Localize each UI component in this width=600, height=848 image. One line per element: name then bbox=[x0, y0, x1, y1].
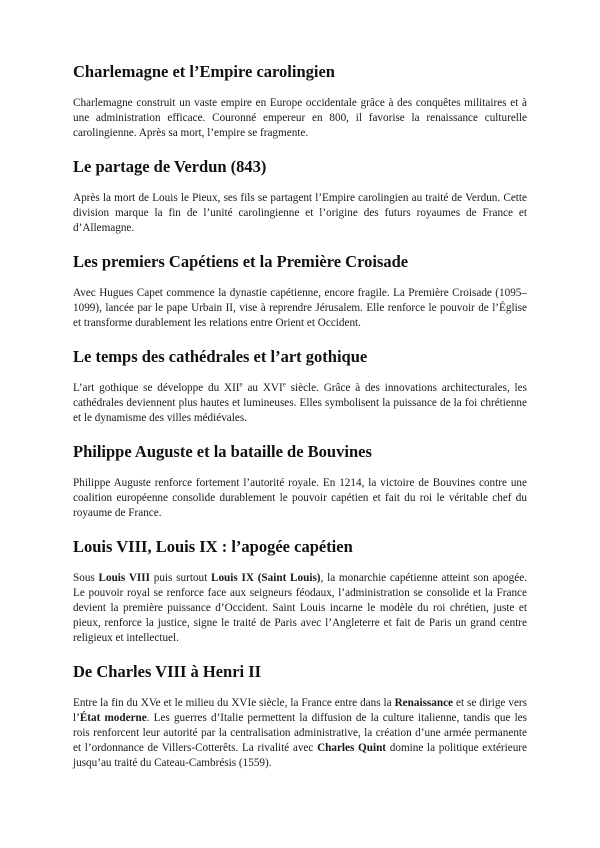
text-run: puis surtout bbox=[149, 572, 211, 584]
section-charlemagne bbox=[73, 62, 527, 141]
text-run: au XVI bbox=[242, 382, 283, 394]
text-run: , la monarchie capétienne atteint son apogée. Le pouvoir royal se renforce face aux seigneurs féodaux, l’administration se consolide et la France devient la première puissance d’Occident. Saint Louis incarne le modèle du roi chrétien, juste et pieux, renforce la justice, signe le traité de Paris avec l’Angleterre et fait de Paris un grand centre religieux et intellectuel. bbox=[73, 572, 527, 644]
bold-text: Louis IX (Saint Louis) bbox=[211, 572, 321, 584]
text-run: Sous bbox=[73, 572, 99, 584]
superscript: e bbox=[239, 380, 243, 389]
section-louis bbox=[73, 537, 527, 646]
section-paragraph bbox=[73, 696, 527, 771]
text-run: siècle. Grâce à des innovations architecturales, les cathédrales deviennent plus hautes et lumineuses. Elles symbolisent la puissance de la foi chrétienne et le dynamisme des villes médiévales. bbox=[73, 382, 527, 424]
section-heading: Le partage de Verdun (843) bbox=[73, 157, 267, 176]
section-heading: Louis VIII, Louis IX : l’apogée capétien bbox=[73, 537, 353, 556]
section-gothique bbox=[73, 347, 527, 426]
section-paragraph: Charlemagne construit un vaste empire en Europe occidentale grâce à des conquêtes militaires et à une administration efficace. Couronné empereur en 800, il favorise la renaissance culturelle carolingienne. Après sa mort, l’empire se fragmente. bbox=[73, 97, 527, 139]
document-page bbox=[73, 62, 527, 787]
text-run: L’art gothique se développe du XII bbox=[73, 382, 240, 394]
section-heading: Le temps des cathédrales et l’art gothique bbox=[73, 347, 368, 366]
section-heading: Charlemagne et l’Empire carolingien bbox=[73, 62, 335, 81]
text-run: et se dirige vers l’ bbox=[73, 697, 527, 724]
section-heading: Les premiers Capétiens et la Première Croisade bbox=[73, 252, 409, 271]
text-run: Entre la fin du XVe et le milieu du XVIe siècle, la France entre dans la bbox=[73, 697, 395, 709]
superscript: e bbox=[282, 380, 286, 389]
section-paragraph: Avec Hugues Capet commence la dynastie capétienne, encore fragile. La Première Croisade (1095–1099), lancée par le pape Urbain II, vise à reprendre Jérusalem. Elle renforce le pouvoir de l’Église et transforme durablement les relations entre Orient et Occident. bbox=[73, 287, 527, 329]
section-paragraph: Après la mort de Louis le Pieux, ses fils se partagent l’Empire carolingien au traité de Verdun. Cette division marque la fin de l’unité carolingienne et l’origine des futurs royaumes de France et d’Allemagne. bbox=[73, 192, 527, 234]
section-heading: Philippe Auguste et la bataille de Bouvines bbox=[73, 442, 372, 461]
bold-text: État moderne bbox=[79, 712, 147, 724]
section-verdun bbox=[73, 157, 527, 236]
bold-text: Louis VIII bbox=[98, 572, 150, 584]
text-run: domine la politique extérieure jusqu’au traité du Cateau-Cambrésis (1559). bbox=[73, 742, 527, 769]
section-renaissance bbox=[73, 662, 527, 771]
section-paragraph: Philippe Auguste renforce fortement l’autorité royale. En 1214, la victoire de Bouvines contre une coalition européenne consolide durablement le pouvoir capétien et fait du roi le véritable chef du royaume de France. bbox=[73, 477, 527, 519]
text-run: . Les guerres d’Italie permettent la diffusion de la culture italienne, tandis que les rois renforcent leur autorité par la centralisation administrative, la création d’une armée permanente et l’ordonnance de Villers-Cotterêts. La rivalité avec bbox=[73, 712, 527, 754]
section-heading: De Charles VIII à Henri II bbox=[73, 662, 262, 681]
section-bouvines bbox=[73, 442, 527, 521]
section-capetiens bbox=[73, 252, 527, 331]
bold-text: Renaissance bbox=[394, 697, 454, 709]
section-paragraph bbox=[73, 381, 527, 426]
section-paragraph bbox=[73, 571, 527, 646]
bold-text: Charles Quint bbox=[317, 742, 387, 754]
